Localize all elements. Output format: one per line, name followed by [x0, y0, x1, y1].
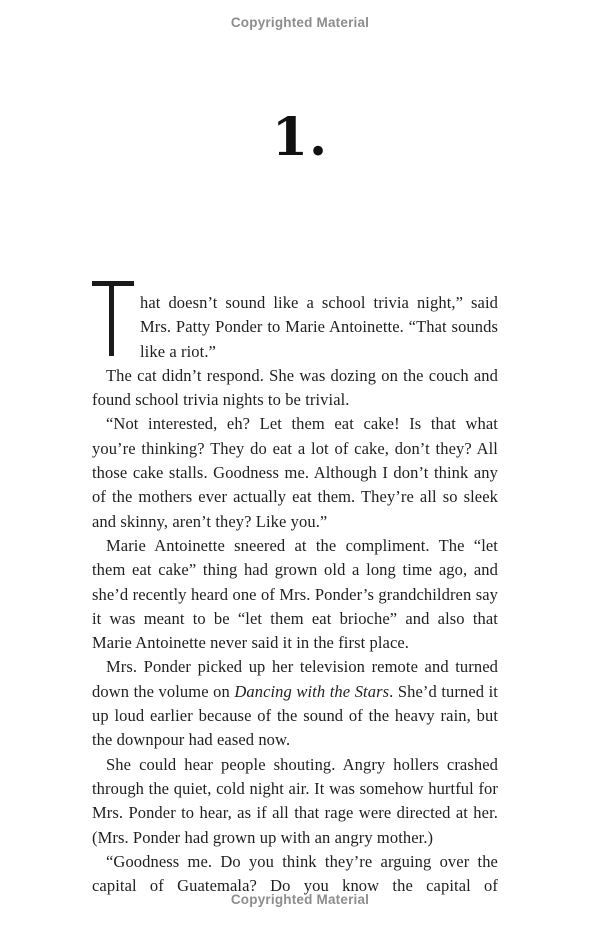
body-text [92, 291, 498, 898]
paragraph-marie-antoinette: Marie Antoinette sneered at the compliment. The “let them eat cake” thing had grown old a long time ago, and she’d recently heard one of Mrs. Ponder’s grandchildren say it was meant to be “let them eat brioche” and also that Marie Antoinette never said it in the first place. [92, 535, 498, 653]
paragraph-opening-text: hat doesn’t sound like a school trivia night,” said Mrs. Patty Ponder to Marie Antoinette. “That sounds like a riot.” [140, 293, 498, 361]
dropcap-t-stem [109, 281, 114, 356]
dropcap-letter-t [92, 281, 136, 356]
paragraph-guatemala: “Goodness me. Do you think they’re arguing over the capital of Guatemala? Do you know the capital of [92, 851, 498, 896]
paragraph-let-them-eat-cake: “Not interested, eh? Let them eat cake! Is that what you’re thinking? They do eat a lot of cake, don’t they? All those cake stalls. Goodness me. Although I don’t think any of the mothers ever actually eat them. They’re all so sleek and skinny, aren’t they? Like you.” [92, 414, 498, 531]
paragraph-opening [92, 291, 498, 364]
chapter-number: 1. [271, 107, 329, 168]
tv-show-title-italic: Dancing with the Stars [234, 681, 390, 701]
paragraph-cat-response: The cat didn’t respond. She was dozing on the couch and found school trivia nights to be trivial. [92, 365, 498, 410]
paragraph-television-after: . She’d turned it up loud earlier because of the sound of the heavy rain, but the downpour had eased now. [92, 681, 498, 750]
paragraph-shouting: She could hear people shouting. Angry hollers crashed through the quiet, cold night air. It was somehow hurtful for Mrs. Ponder to hear, as if all that rage were directed at her. (Mrs. Ponder had grown up with an angry mother.) [92, 754, 498, 847]
paragraph-television-before: Mrs. Ponder picked up her television remote and turned down the volume on [92, 657, 498, 701]
copyrighted-material-bottom: Copyrighted Material [230, 892, 370, 907]
copyrighted-material-top: Copyrighted Material [230, 15, 370, 30]
paragraph-television [92, 655, 498, 752]
